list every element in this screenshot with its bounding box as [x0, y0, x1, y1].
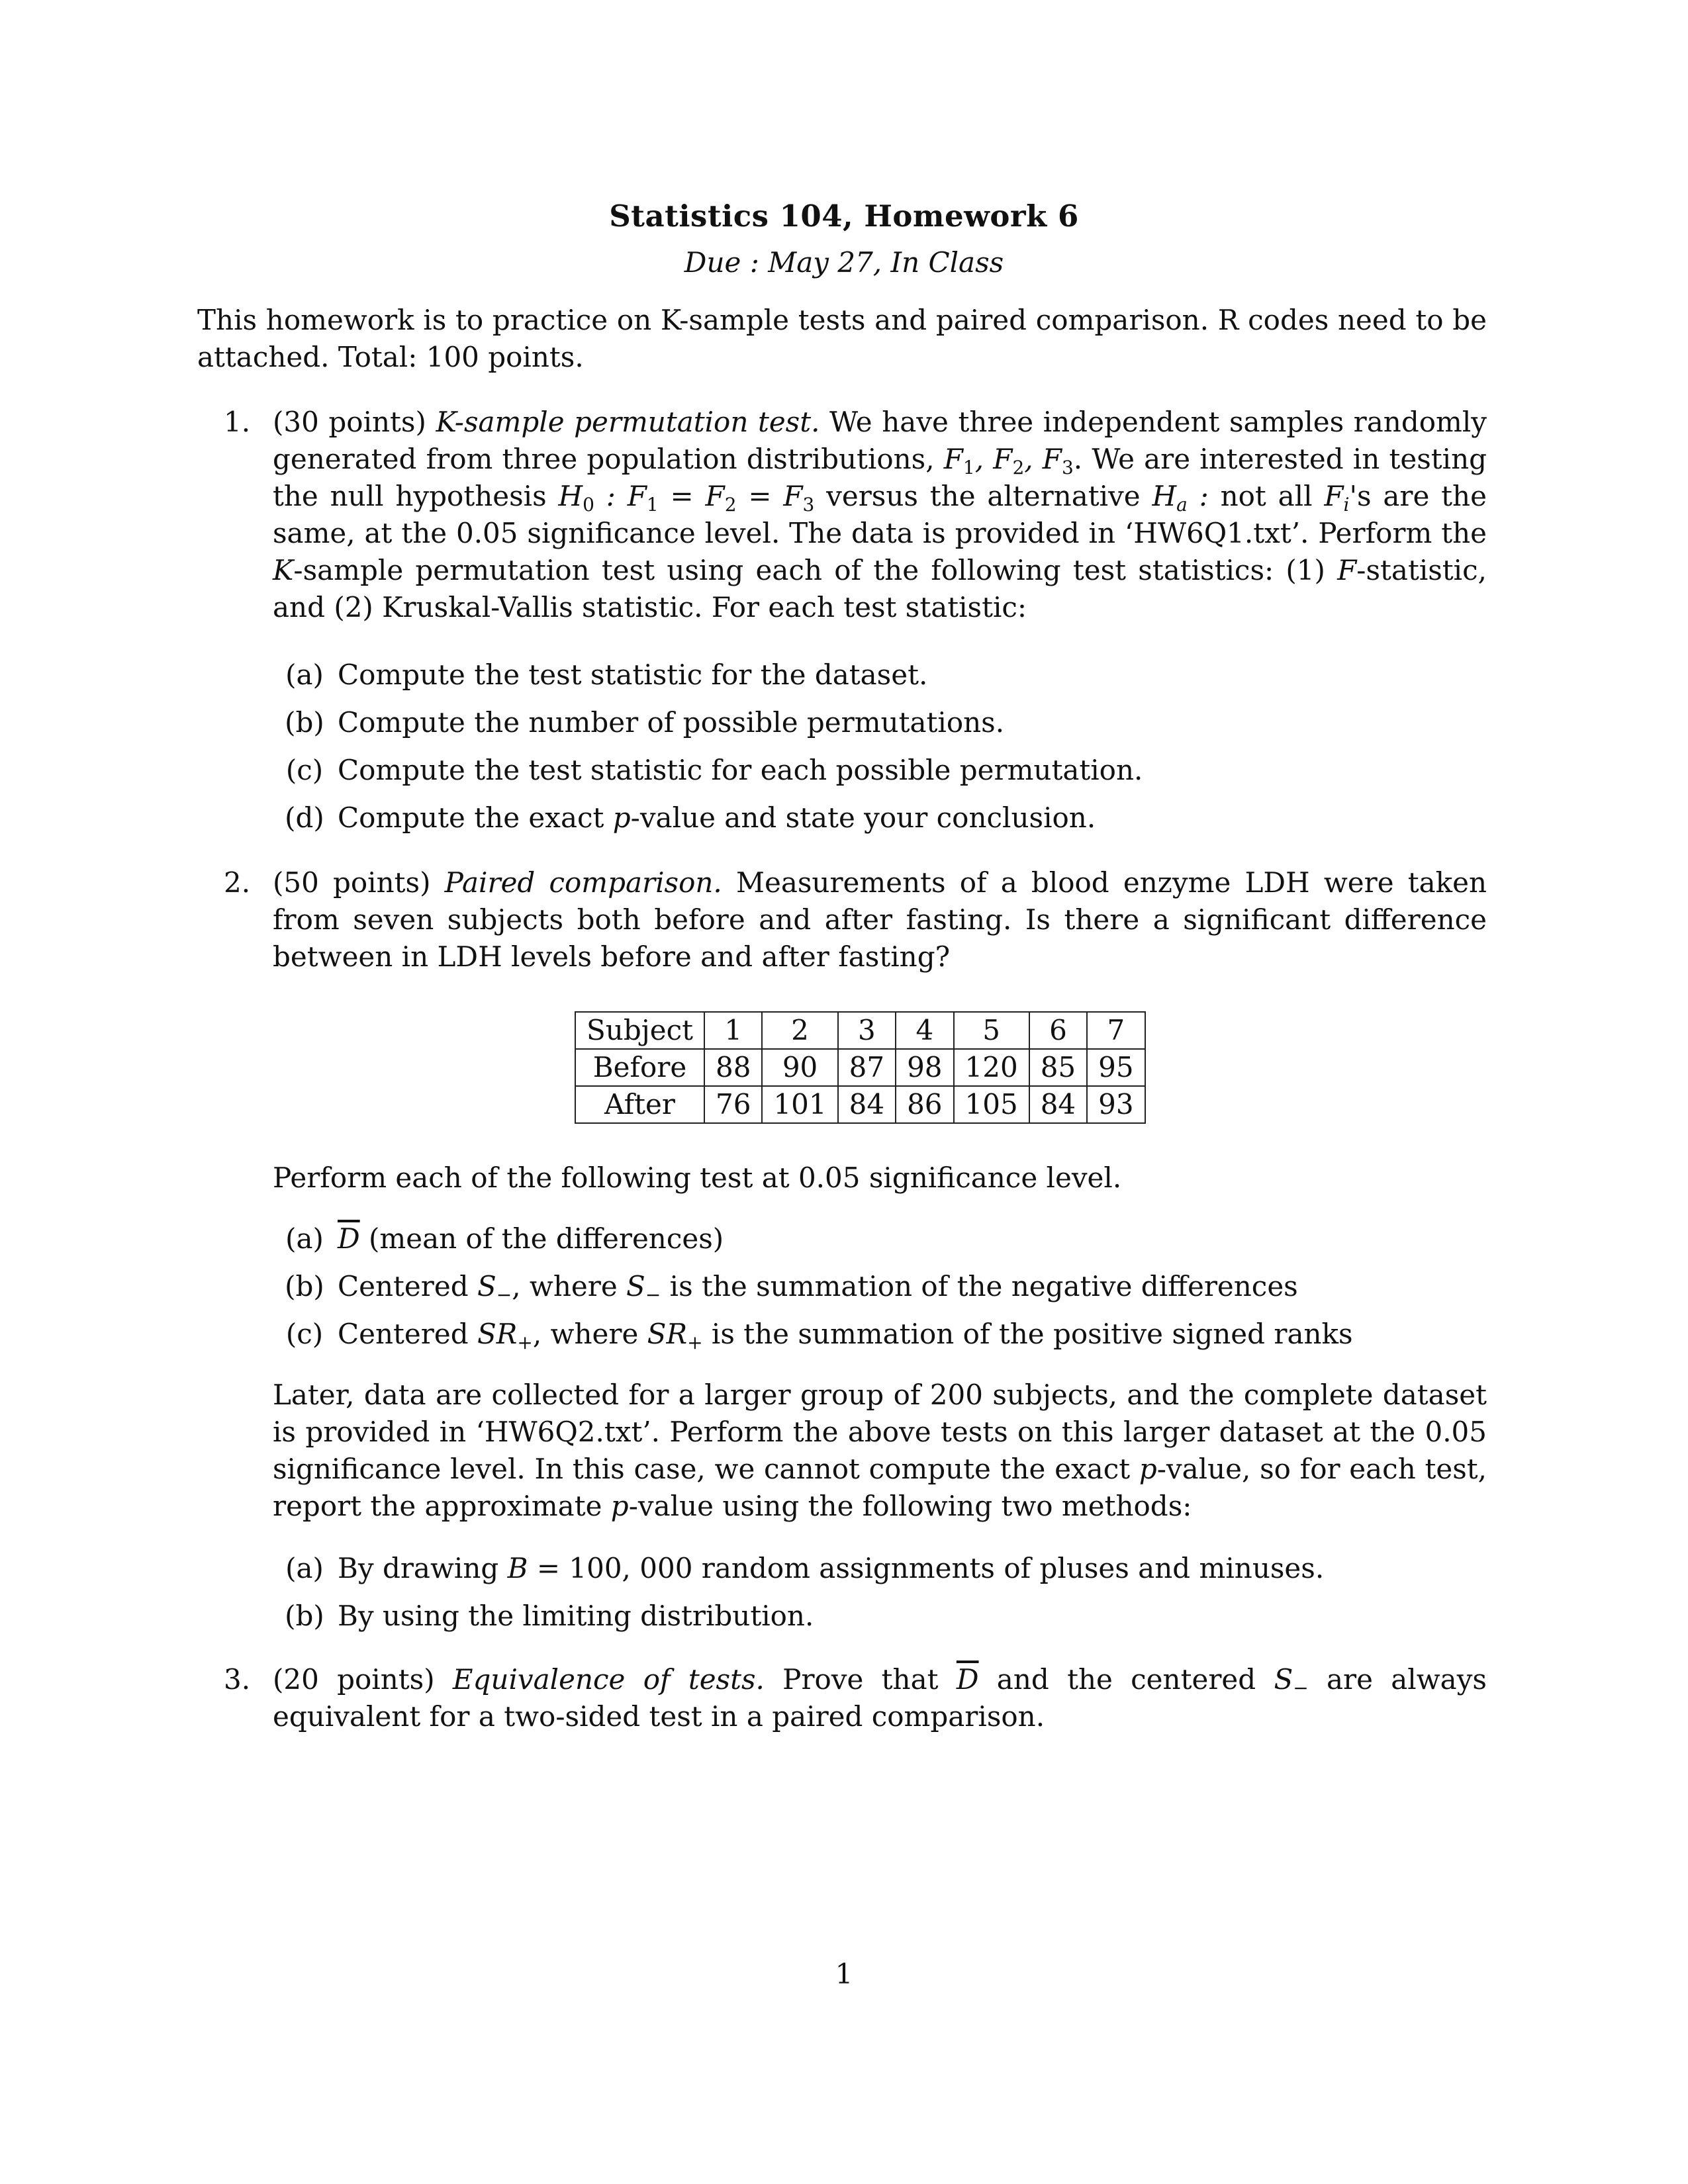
- question-1-text: (30 points) K-sample permutation test. We have three independent samples randomly generated from three population distributions, $F_1$, $F_2$, $F_3$. We are interested in testing the null hypothesis $H_0$ : $F_1 = F_2 = F_3$ versus the alternative Ha : not all Fi's are the same, at the 0.05 significance level. The data is provided in ‘HW6Q1.txt’. Perform the K-sample permutation test using each of the following test statistics: (1) F-statistic, and (2) Kruskal-Vallis statistic. For each test statistic:: [273, 406, 1487, 623]
- q1-null-hypothesis: $H_0$ : $F_1 = F_2 = F_3$: [558, 480, 815, 516]
- q2-topic: Paired comparison.: [444, 866, 722, 899]
- question-1-number: 1.: [224, 406, 251, 438]
- q2-points: (50 points): [273, 866, 431, 899]
- q2-later-paragraph: Later, data are collected for a larger group of 200 subjects, and the complete dataset is provided in ‘HW6Q2.txt’. Perform the above tests on this larger dataset at the 0.05 significance level. In this case, we cannot compute the exact p-value, so for each test, report the approximate p-value using the following two methods:: [273, 1379, 1487, 1522]
- q2-test-c: Centered SR+, where SR+ is the summation of the positive signed ranks: [338, 1318, 1353, 1353]
- question-2-text: (50 points) Paired comparison. Measurements of a blood enzyme LDH were taken from seven subjects both before and after fasting. Is there a significant difference between in LDH levels before and after fasting?: [273, 866, 1487, 973]
- q1-points: (30 points): [273, 406, 426, 438]
- ldh-data-table: [575, 1011, 1146, 1124]
- question-3-number: 3.: [224, 1663, 251, 1696]
- q2-method-b: By using the limiting distribution.: [338, 1600, 814, 1632]
- document-page: Statistics 104, Homework 6 Due : May 27, In Class This homework is to practice on K-sample tests and paired comparison. R codes need to be attached. Total: 100 points. 1. (30 points) K-sample permutation test. We have three independent samples randomly generated from three population distributions, $F_1$, $F_2$, $F_3$. We are interested in testing the null hypothesis $H_0$ : $F_1 = F_2 = F_3$ versus the alternative Ha : not all Fi's are the same, at the 0.05 significance level. The data is provided in ‘HW6Q1.txt’. Perform the K-sample permutation test using each of the following test statistics: (1) F-statistic, and (2) Kruskal-Vallis statistic. For each test statistic: (a) Compute the test statistic for the dataset. (b) Compute the number of possible permutations. (c) Compute the test statistic for each possible permutation. (d) Compute the exact p-value and state your conclusion. 2. (50 points) Paired comparison. Measurements of a blood enzyme LDH were taken from seven subjects both before and after fasting. Is there a significant difference between in LDH levels before and after fasting? Subject 1 2 3 4 5 6 7 Before 88 90 87 98 120 85 95 After 76 101 84 86 105 84 93 Perform each of the following test at 0.05 significance level. (a) $\overline{D}$ (mean of the differences) (b) Centered S−, where S− is the summation of the negative differences (c) Centered SR+, where SR+ is the summation of the positive signed ranks Later, data are collected for a larger group of 200 subjects, and the complete dataset is provided in ‘HW6Q2.txt’. Perform the above tests on this larger dataset at the 0.05 significance level. In this case, we cannot compute the exact p-value, so for each test, report the approximate p-value using the following two methods: (a) By drawing B = 100, 000 random assignments of pluses and minuses. (b) By using the limiting distribution. 3. (20 points) Equivalence of tests. Prove that $\overline{D}$ and the centered S− are always equivalent for a two-sided test in a paired comparison. 1: [0, 0, 1688, 2184]
- q2-method-a: By drawing B = 100, 000 random assignments of pluses and minuses.: [338, 1552, 1325, 1584]
- table-row: Subject 1 2 3 4 5 6 7: [575, 1012, 1145, 1049]
- q2-test-b: Centered S−, where S− is the summation of the negative differences: [338, 1270, 1298, 1306]
- q1-item-c: Compute the test statistic for each possible permutation.: [338, 754, 1143, 786]
- q1-distributions: $F_1$, $F_2$, $F_3$: [943, 443, 1074, 478]
- q1-item-b: Compute the number of possible permutations.: [338, 706, 1005, 739]
- q2-test-a: $\overline{D}$ (mean of the differences): [338, 1222, 724, 1255]
- intro-paragraph: This homework is to practice on K-sample tests and paired comparison. R codes need to be attached. Total: 100 points.: [197, 304, 1487, 373]
- table-row: Before 88 90 87 98 120 85 95: [575, 1049, 1145, 1086]
- table-row: After 76 101 84 86 105 84 93: [575, 1086, 1145, 1123]
- question-3-text: (20 points) Equivalence of tests. Prove that $\overline{D}$ and the centered S− are always equivalent for a two-sided test in a paired comparison.: [273, 1663, 1487, 1733]
- page-number: 1: [835, 1958, 853, 1990]
- q1-topic: K-sample permutation test.: [436, 406, 820, 438]
- due-date: Due : May 27, In Class: [684, 246, 1004, 279]
- question-2-number: 2.: [224, 866, 251, 899]
- q3-topic: Equivalence of tests.: [452, 1663, 765, 1696]
- q1-alt-hypothesis: Ha :: [1152, 480, 1209, 516]
- q2-perform-instruction: Perform each of the following test at 0.05 significance level.: [273, 1161, 1122, 1194]
- q1-item-d: Compute the exact p-value and state your conclusion.: [338, 801, 1096, 834]
- q1-item-a: Compute the test statistic for the dataset.: [338, 659, 928, 691]
- page-title: Statistics 104, Homework 6: [609, 199, 1079, 234]
- q3-points: (20 points): [273, 1663, 435, 1696]
